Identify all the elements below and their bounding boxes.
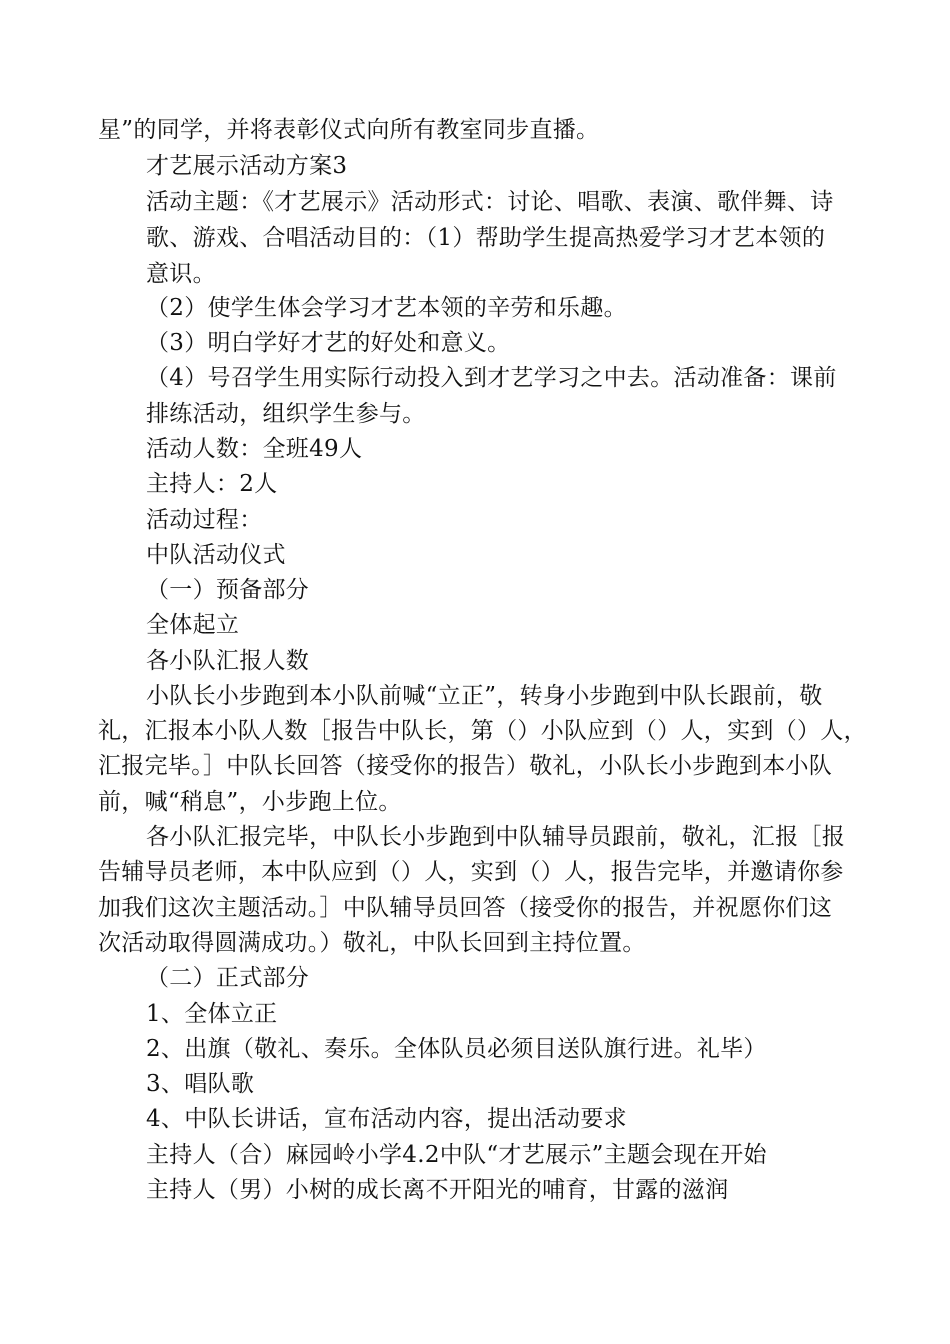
text-line: 汇报完毕。］中队长回答（接受你的报告）敬礼，小队长小步跑到本小队	[98, 753, 833, 779]
text-line: 主持人（男）小树的成长离不开阳光的哺育，甘露的滋润	[146, 1177, 729, 1203]
text-line: 前，喊“稍息”，小步跑上位。	[98, 789, 402, 815]
text-line: 加我们这次主题活动。］中队辅导员回答（接受你的报告，并祝愿你们这	[98, 895, 833, 921]
text-line: 小队长小步跑到本小队前喊“立正”，转身小步跑到中队长跟前，敬	[146, 683, 823, 709]
text-line: 1、全体立正	[146, 1001, 278, 1027]
text-line: 中队活动仪式	[146, 542, 286, 568]
text-line: 2、出旗（敬礼、奏乐。全体队员必须目送队旗行进。礼毕）	[146, 1036, 767, 1062]
text-line: 告辅导员老师，本中队应到（）人，实到（）人，报告完毕，并邀请你参	[98, 859, 844, 885]
text-line: （2）使学生体会学习才艺本领的辛劳和乐趣。	[146, 295, 627, 321]
section-heading: 才艺展示活动方案3	[146, 153, 348, 179]
text-line: （3）明白学好才艺的好处和意义。	[146, 330, 511, 356]
text-line: 主持人：2人	[146, 471, 278, 497]
text-line: 活动人数：全班49人	[146, 436, 363, 462]
text-line: 活动主题：《才艺展示》活动形式：讨论、唱歌、表演、歌伴舞、诗	[146, 189, 834, 215]
text-line: 歌、游戏、合唱活动目的：（1）帮助学生提高热爱学习才艺本领的	[146, 225, 826, 251]
text-line: （二）正式部分	[146, 965, 310, 991]
text-line: 各小队汇报完毕，中队长小步跑到中队辅导员跟前，敬礼，汇报［报	[146, 824, 845, 850]
text-line: 全体起立	[146, 612, 240, 638]
text-line: 活动过程：	[146, 507, 263, 533]
text-line: 4、中队长讲话，宣布活动内容，提出活动要求	[146, 1106, 627, 1132]
text-line: 3、唱队歌	[146, 1071, 255, 1097]
text-line: 星”的同学，并将表彰仪式向所有教室同步直播。	[98, 117, 600, 143]
text-line: 意识。	[146, 261, 216, 287]
text-line: 礼，汇报本小队人数［报告中队长，第（）小队应到（）人，实到（）人，	[98, 718, 867, 744]
text-line: 主持人（合）麻园岭小学4.2中队“才艺展示”主题会现在开始	[146, 1142, 767, 1168]
text-line: 排练活动，组织学生参与。	[146, 401, 426, 427]
text-line: 各小队汇报人数	[146, 648, 310, 674]
text-line: （4）号召学生用实际行动投入到才艺学习之中去。活动准备：课前	[146, 365, 837, 391]
text-line: 次活动取得圆满成功。）敬礼，中队长回到主持位置。	[98, 930, 646, 956]
text-line: （一）预备部分	[146, 577, 310, 603]
